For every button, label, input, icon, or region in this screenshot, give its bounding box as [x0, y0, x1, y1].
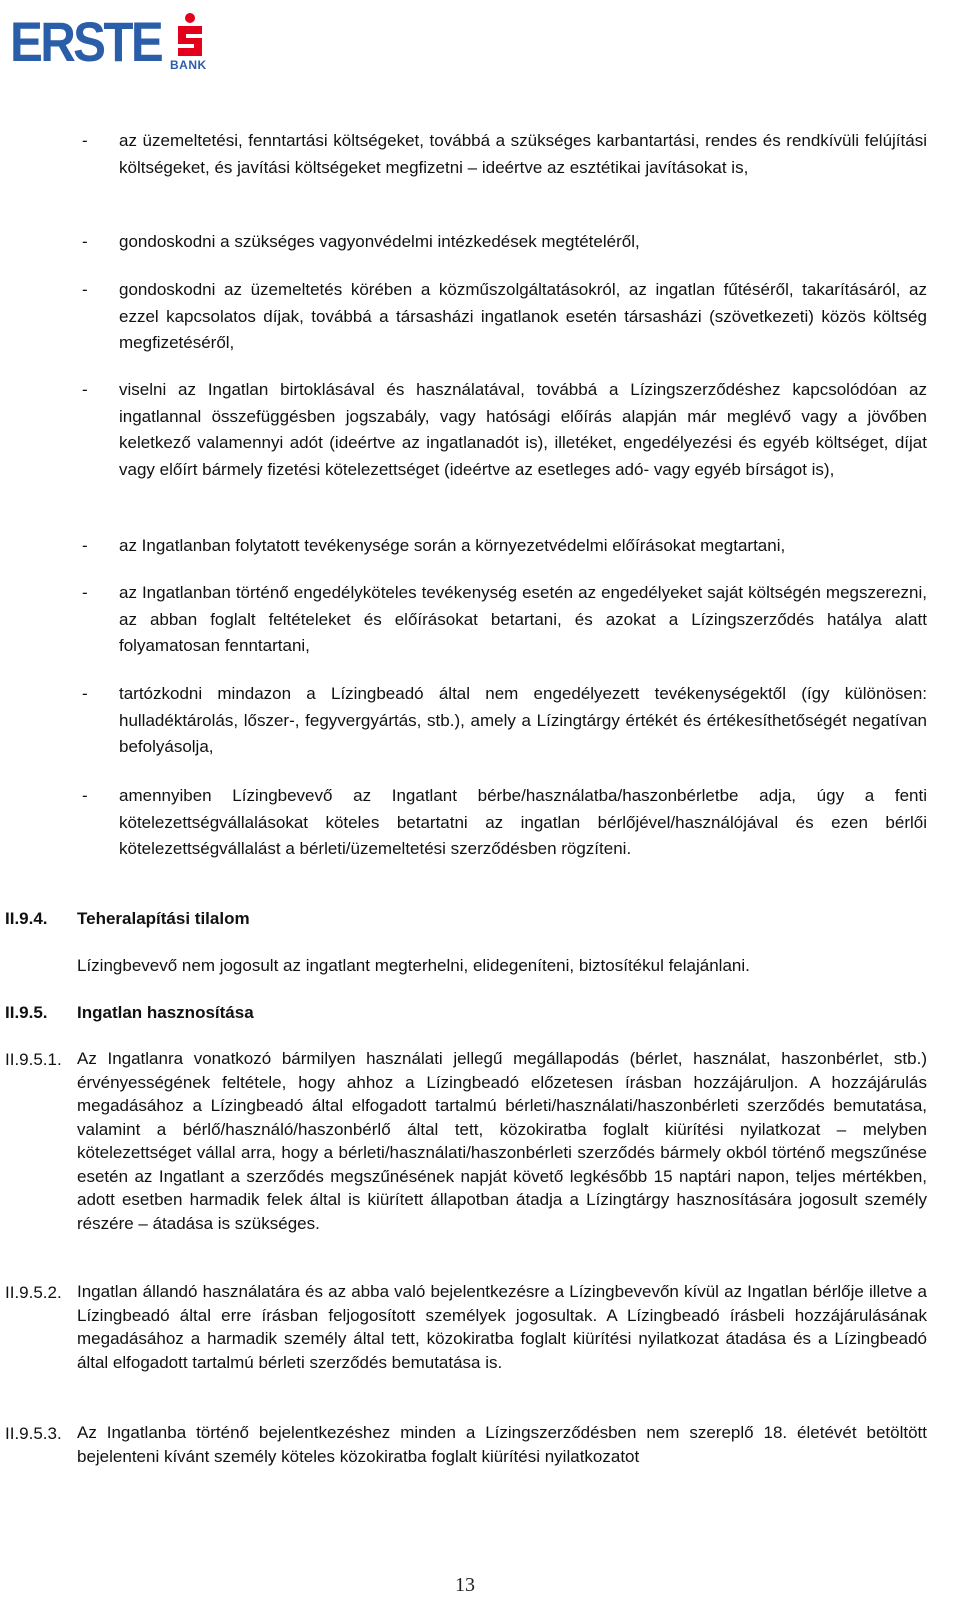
- subsection-number: II.9.5.1.: [5, 1050, 62, 1069]
- list-bullet: -: [82, 536, 88, 555]
- list-item: tartózkodni mindazon a Lízingbeadó által nem engedélyezett tevékenységektől (így különösen: hulladéktárolás, lőszer-, fegyvergyártás, stb.), amely a Lízingtárgy értékét és értékesíthetőségét negatívan befolyásolja,: [119, 684, 927, 756]
- list-bullet: -: [82, 583, 88, 602]
- section-title: Teheralapítási tilalom: [77, 909, 250, 928]
- page-number: 13: [455, 1574, 475, 1596]
- subsection-number: II.9.5.2.: [5, 1283, 62, 1302]
- list-item: gondoskodni a szükséges vagyonvédelmi intézkedések megtételéről,: [119, 232, 640, 251]
- logo-wordmark: ERSTE: [10, 10, 162, 73]
- list-bullet: -: [82, 232, 88, 251]
- list-item: viselni az Ingatlan birtoklásával és használatával, továbbá a Lízingszerződéshez kapcsolódóan az ingatlannal összefüggésben jogszabály, vagy hatósági előírás alapján már meglévő vagy a jövőben keletkező valamennyi adót (ideértve az ingatlanadót is), illetéket, engedélyezési és egyéb költséget, díjat vagy előírt bármely fizetési kötelezettséget (ideértve az esetleges adó- vagy egyéb bírságot is),: [119, 380, 927, 479]
- section-number: II.9.5.: [5, 1003, 48, 1022]
- list-item: gondoskodni az üzemeltetés körében a közműszolgáltatásokról, az ingatlan fűtéséről, takarításáról, az ezzel kapcsolatos díjak, továbbá a társasházi ingatlanok esetén társasházi (szövetkezeti) közös költség megfizetéséről,: [119, 280, 927, 352]
- erste-bank-logo: [10, 8, 207, 73]
- list-item: amennyiben Lízingbevevő az Ingatlant bérbe/használatba/haszonbérletbe adja, úgy a fenti kötelezettségvállalásokat köteles betartatni az ingatlan bérlőjével/használójával és ezen bérlői kötelezettségvállalást a bérleti/üzemeltetési szerződésben rögzíteni.: [119, 786, 927, 858]
- list-bullet: -: [82, 131, 88, 150]
- list-item: az üzemeltetési, fenntartási költségeket, továbbá a szükséges karbantartási, rendes és rendkívüli felújítási költségeket, és javítási költségeket megfizetni – ideértve az esztétikai javításokat is,: [119, 131, 927, 177]
- section-number: II.9.4.: [5, 909, 48, 928]
- list-bullet: -: [82, 380, 88, 399]
- list-bullet: -: [82, 684, 88, 703]
- subsection-paragraph: Ingatlan állandó használatára és az abba való bejelentkezésre a Lízingbevevőn kívül az Ingatlan bérlője illetve a Lízingbeadó által erre írásban feljogosított személyek jogosultak. A Lízingbeadó írásbeli hozzájárulásának megadásához a harmadik személy által tett, közokiratba foglalt kiürítési nyilatkozat átadása és a Lízingbeadó által elfogadott tartalmú bérleti szerződés bemutatása is.: [77, 1282, 927, 1372]
- list-bullet: -: [82, 786, 88, 805]
- list-item: az Ingatlanban folytatott tevékenysége során a környezetvédelmi előírásokat megtartani,: [119, 536, 786, 555]
- subsection-paragraph: Az Ingatlanba történő bejelentkezéshez minden a Lízingszerződésben nem szereplő 18. életévét betöltött bejelenteni kívánt személy köteles közokiratba foglalt kiürítési nyilatkozatot: [77, 1423, 927, 1466]
- subsection-paragraph: Az Ingatlanra vonatkozó bármilyen használati jellegű megállapodás (bérlet, használat, haszonbérlet, stb.) érvényességének feltétele, hogy ahhoz a Lízingbeadó előzetesen írásban hozzájáruljon. A hozzájárulás megadásához a Lízingbeadó által elfogadott tartalmú bérleti/használati/haszonbérleti szerződés bemutatása, valamint a bérlő/használó/haszonbérlő által tett, közokiratba foglalt kiürítési nyilatkozat – melyben kötelezettséget vállal arra, hogy a bérleti/használati/haszonbérleti szerződés bármely okból történő megszűnése esetén az Ingatlant a szerződés megszűnésének napját követő legkésőbb 15 naptári napon, teljes mértékben, adott esetben harmadik felek által is kiürített állapotban átadja a Lízingtárgy hasznosítására jogosult személy részére – átadása is szükséges.: [77, 1049, 927, 1233]
- section-paragraph: Lízingbevevő nem jogosult az ingatlant megterhelni, elidegeníteni, biztosítékul felajánlani.: [77, 956, 750, 975]
- logo-bank-label: BANK: [170, 58, 207, 72]
- section-title: Ingatlan hasznosítása: [77, 1003, 254, 1022]
- list-item: az Ingatlanban történő engedélyköteles tevékenység esetén az engedélyeket saját költségén megszerezni, az abban foglalt feltételeket és előírásokat betartani, és azokat a Lízingszerződés hatálya alatt folyamatosan fenntartani,: [119, 583, 927, 655]
- list-bullet: -: [82, 280, 88, 299]
- subsection-number: II.9.5.3.: [5, 1424, 62, 1443]
